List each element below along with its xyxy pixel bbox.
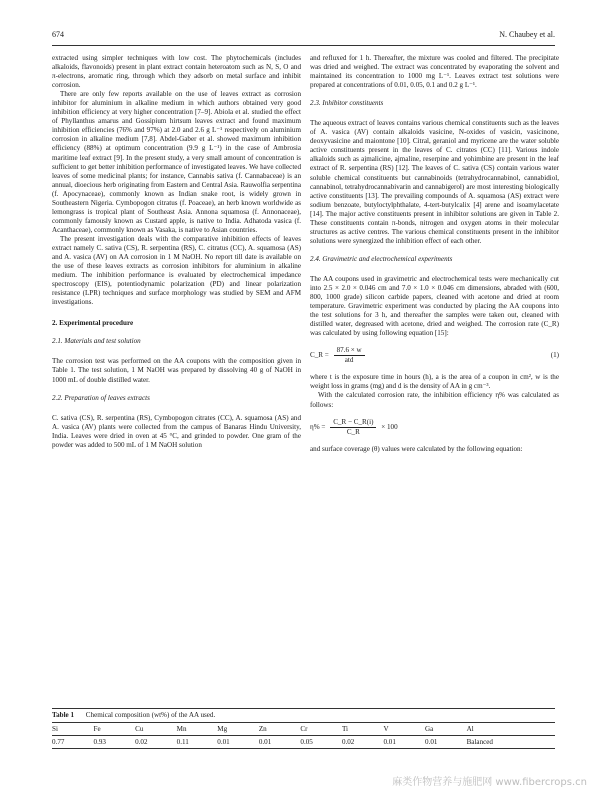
table-header-row [52,723,555,736]
equation-2 [310,418,559,437]
table-header-cell: Si [52,723,94,736]
paragraph: With the calculated corrosion rate, the inhibition efficiency η% was calculated as follows: [310,391,559,409]
paragraph: The AA coupons used in gravimetric and electrochemical tests were mechanically cut into 2.5 × 2.0 × 0.046 cm and 7.0 × 1.0 × 0.046 cm dimensions, abraded with (600, 800, 1000 grade) silicon carbide papers, cleaned with acetone and dried at room temperature. Gravimetric experiment was conducted by placing the AA coupons into the test solutions for 3 h, and thereafter the samples were taken out, cleaned with distilled water, degreased with acetone, dried and weighed. The corrosion rate (C_R) was calculated by using following equation [15]: [310,274,559,338]
table-cell: 0.01 [259,736,301,749]
table-header-cell: Fe [94,723,136,736]
equation-numerator: 87.6 × w [334,346,365,356]
paragraph: There are only few reports available on the use of leaves extract as corrosion inhibitor for aluminium in alkaline medium in which authors obtained very good inhibition efficiency at very higher concentration [7–9]. Abiola et al. studied the effect of Phyllanthus amarus and Gossipium hirtsum leaves extract and found maximum inhibition efficiencies (76% and 97%) at 2.0 and 2.6 g L⁻¹ respectively on aluminium corrosion in alkaline medium [7,8]. Abdel-Gaber et al. showed maximum inhibition efficiency (88%) at optimum concentration (9.9 g L⁻¹) in the case of Ambrosia maritime leaf extract [9]. In the present study, a very small amount of concentration is sufficient to get better inhibition performance of investigated leaves. We have collected leaves of some medicinal plants; for instance, Cannabis sativa (f. Cannabaceae) is an annual, dioecious herb originating from Eastern and Central Asia. Rauwolfia serpentina (f. Apocynaceae), commonly known as Indian snake root, is widely grown in Southeastern Nigeria. Cymbopogon citratus (f. Poaceae), an herb known worldwide as lemongrass is tropical plant of Southeast Asia. Annona squamosa (f. Annonaceae), commonly famously known as Custard apple, is native to India. Adhatoda vasica (f. Acanthaceae), commonly known as Vasaka, is native to Asian countries. [52,90,301,234]
section-heading: 2. Experimental procedure [52,319,134,328]
equation-fraction [330,418,376,437]
table-header-cell: Mg [217,723,259,736]
watermark: 麻类作物营养与施肥网 www.fibercrops.cn [392,777,587,788]
table-cell: 0.01 [383,736,425,749]
equation-lhs: η% = [310,422,326,431]
running-authors: N. Chaubey et al. [499,30,555,39]
paragraph: The corrosion test was performed on the AA coupons with the composition given in Table 1. The test solution, 1 M NaOH was prepared by dissolving 40 g of NaOH in 1000 mL of double distilled water. [52,357,301,384]
table-header-cell: Al [467,723,555,736]
paragraph: where t is the exposure time in hours (h), a is the area of a coupon in cm², w is the weight loss in grams (mg) and d is the density of AA in g cm⁻³. [310,373,559,391]
equation-denominator: C_R [346,427,360,436]
paragraph: The present investigation deals with the comparative inhibition effects of leaves extract namely C. sativa (CS), R. serpentina (RS), C. citratus (CC), A. squamosa (AS) and A. vasica (AV) on AA corrosion in 1 M NaOH. No report till date is available on the use of these leaves extracts as corrosion inhibitors for aluminium in alkaline medium. The inhibition performance is evaluated by electrochemical impedance spectroscopy (EIS), potentiodynamic polarization (PD) and linear polarization resistance (LPR) techniques and surface morphology was studied by SEM and AFM investigations. [52,234,301,307]
table-caption [52,708,555,723]
equation-lhs: C_R = [310,351,329,360]
header-rule [52,45,555,46]
table-cell: 0.02 [342,736,384,749]
table-cell: 0.11 [177,736,218,749]
paragraph: C. sativa (CS), R. serpentina (RS), Cymbopogon citrates (CC), A. squamosa (AS) and A. vasica (AV) plants were collected from the campus of Banaras Hindu University, India. Leaves were dried in oven at 45 °C, and grinded to powder. One gram of the powder was added to 500 mL of 1 M NaOH solution [52,413,301,449]
equation-number: (1) [550,351,559,360]
table-header-cell: V [383,723,425,736]
paragraph: and refluxed for 1 h. Thereafter, the mixture was cooled and filtered. The precipitate was dried and weighed. The extract was concentrated by evaporating the solvent and maintained its concentration to 1000 mg L⁻¹. Leaves extract test solutions were prepared at concentrations of 0.01, 0.05, 0.1 and 0.2 g L⁻¹. [310,54,559,90]
table-cell: 0.77 [52,736,94,749]
page-number: 674 [52,30,64,39]
paragraph: extracted using simpler techniques with low cost. The phytochemicals (includes alkaloids, flavonoids) present in plant extract contain heteroatom such as N, S, O and π-electrons, aromatic ring, through which they adsorb on metal surface and inhibit corrosion. [52,54,301,90]
subsection-heading: 2.4. Gravimetric and electrochemical experiments [310,254,453,263]
equation-fraction [334,346,365,365]
table-header-cell: Zn [259,723,301,736]
table-cell: 0.02 [135,736,177,749]
subsection-heading: 2.3. Inhibitor constituents [310,99,384,108]
running-header [52,30,555,44]
table-cell: Balanced [467,736,555,749]
table-caption-text: Chemical composition (wt%) of the AA used. [85,711,216,719]
table-row [52,736,555,749]
table-header-cell: Cr [300,723,342,736]
table-label: Table 1 [52,711,75,719]
subsection-heading: 2.2. Preparation of leaves extracts [52,393,150,402]
left-column [52,54,301,450]
table-cell: 0.05 [300,736,342,749]
equation-numerator: C_R − C_R(i) [330,418,376,428]
paragraph: and surface coverage (θ) values were calculated by the following equation: [310,444,523,453]
equation-1 [310,346,559,365]
composition-table [52,723,555,749]
table-header-cell: Ga [425,723,467,736]
table-cell: 0.93 [94,736,136,749]
paragraph: The aqueous extract of leaves contains various chemical constituents such as the leaves of A. vasica (AV) contain alkaloids vasicine, N-oxides of vasicin, vasicinone, deoxyvasicine and maiontone [10]. Citral, geraniol and myricene are the water soluble active constituents present in the leaves of C. citrates (CC) [11]. Various indole alkaloids such as ajmalicine, ajmaline, reserpine and yohimbine are present in the leaf extract of R. serpentina (RS) [12]. The leaves of C. sativa (CS) contain various water soluble chemical constituents but cannabinoids (tetrahydrocannabinol, cannabidiol, cannabinol, tetrahydrocannabivarin and cannabigerol) are most interesting biologically active constituents [13]. The prevailing compounds of A. squamosa (AS) extract were sodium benzoate, butyloctylphthalate, 4-tert-butylcalix [4] arene and isoamylacetate [14]. The major active constituents present in inhibitor solutions are given in Table 2. These constituents contain π-bonds, nitrogen and oxygen atoms in their molecular structures as active centres. The various chemical constituents present in the inhibitor solutions were synergized the inhibition effect of each other. [310,119,559,245]
right-column [310,54,559,454]
subsection-heading: 2.1. Materials and test solution [52,337,141,346]
equation-tail: × 100 [381,422,398,431]
table-1 [52,708,555,749]
table-header-cell: Ti [342,723,384,736]
equation-denominator: atd [344,356,354,365]
table-header-cell: Cu [135,723,177,736]
table-header-cell: Mn [177,723,218,736]
table-cell: 0.01 [425,736,467,749]
table-cell: 0.01 [217,736,259,749]
